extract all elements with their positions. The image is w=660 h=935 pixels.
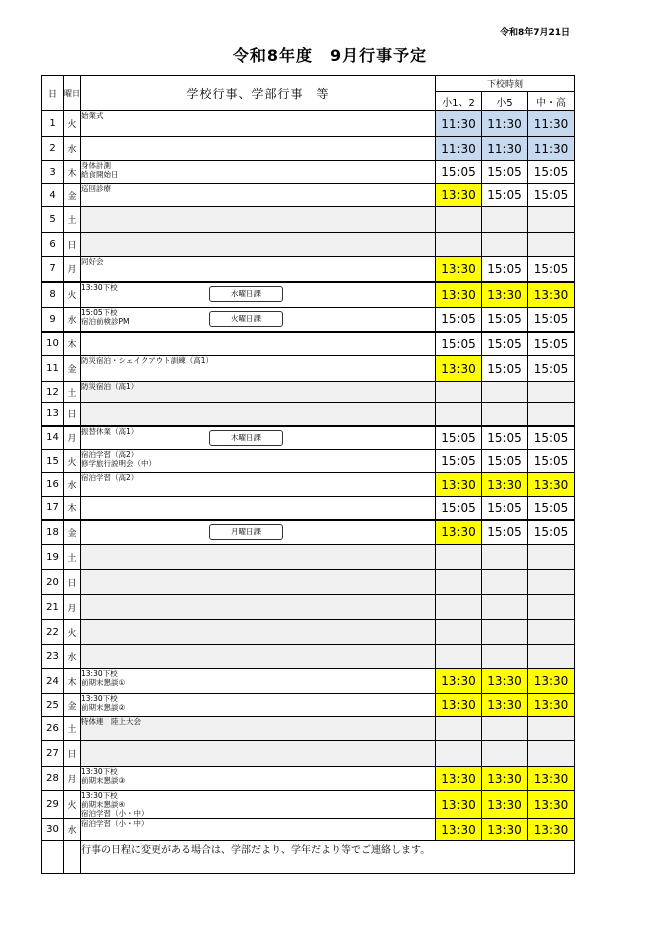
events-cell	[81, 426, 436, 450]
day-row	[42, 473, 575, 497]
events-cell	[81, 233, 436, 257]
event-text: 宿泊学習（小・中）	[81, 809, 149, 818]
dismissal-time: 13:30	[436, 356, 482, 382]
weekday: 土	[64, 717, 81, 741]
dismissal-time	[528, 403, 575, 426]
day-number: 21	[42, 595, 64, 620]
event-text: 13:30下校	[81, 669, 118, 678]
dismissal-time	[436, 717, 482, 741]
dismissal-time: 13:30	[482, 669, 528, 694]
dismissal-time: 15:05	[436, 450, 482, 473]
dismissal-time: 15:05	[482, 450, 528, 473]
dismissal-time: 11:30	[528, 137, 575, 161]
day-number: 12	[42, 382, 64, 403]
dismissal-time: 15:05	[436, 426, 482, 450]
events-cell	[81, 595, 436, 620]
event-text: 宿泊学習（高2）	[81, 450, 139, 459]
event-text: 宿泊前検診PM	[81, 317, 130, 326]
footer-note: 行事の日程に変更がある場合は、学部だより、学年だより等でご連絡します。	[81, 841, 575, 874]
day-number: 4	[42, 184, 64, 207]
event-text: 身体計測	[81, 161, 111, 170]
dismissal-time: 11:30	[482, 137, 528, 161]
dismissal-time: 11:30	[528, 111, 575, 137]
day-number: 6	[42, 233, 64, 257]
events-cell	[81, 545, 436, 570]
header-dismissal: 下校時刻	[436, 76, 575, 92]
dismissal-time: 15:05	[528, 161, 575, 184]
weekday: 火	[64, 450, 81, 473]
schedule-table	[41, 75, 575, 874]
events-cell	[81, 741, 436, 767]
day-number: 10	[42, 332, 64, 356]
day-row	[42, 520, 575, 545]
weekday: 水	[64, 645, 81, 669]
event-text: 前期末懇談③	[81, 776, 126, 785]
day-number: 14	[42, 426, 64, 450]
events-cell	[81, 570, 436, 595]
weekday: 日	[64, 403, 81, 426]
event-text: 13:30下校	[81, 767, 118, 776]
weekday: 火	[64, 111, 81, 137]
day-row	[42, 382, 575, 403]
event-text: 防災宿泊（高1）	[81, 382, 139, 391]
dismissal-time	[528, 207, 575, 233]
events-cell	[81, 207, 436, 233]
day-row	[42, 767, 575, 791]
events-cell	[81, 184, 436, 207]
dismissal-time: 15:05	[482, 520, 528, 545]
dismissal-time: 15:05	[436, 161, 482, 184]
dismissal-time: 15:05	[482, 184, 528, 207]
weekday: 日	[64, 233, 81, 257]
dismissal-time: 13:30	[436, 669, 482, 694]
dismissal-time: 15:05	[528, 332, 575, 356]
dismissal-time: 15:05	[482, 356, 528, 382]
weekday: 木	[64, 669, 81, 694]
day-row	[42, 741, 575, 767]
weekday: 火	[64, 282, 81, 308]
day-number: 15	[42, 450, 64, 473]
day-number: 30	[42, 819, 64, 841]
day-number: 26	[42, 717, 64, 741]
page-title: 令和8年度 9月行事予定	[232, 46, 428, 65]
dismissal-time: 13:30	[482, 819, 528, 841]
event-text: 13:30下校	[81, 791, 118, 800]
schedule-type-badge: 火曜日課	[209, 311, 283, 327]
dismissal-time: 15:05	[482, 426, 528, 450]
weekday: 木	[64, 161, 81, 184]
day-row	[42, 545, 575, 570]
day-row	[42, 570, 575, 595]
events-cell	[81, 403, 436, 426]
dismissal-time	[436, 207, 482, 233]
dismissal-time	[436, 595, 482, 620]
dismissal-time: 13:30	[436, 520, 482, 545]
dismissal-time	[482, 717, 528, 741]
day-number: 24	[42, 669, 64, 694]
dismissal-time: 15:05	[528, 356, 575, 382]
dismissal-time	[528, 741, 575, 767]
events-cell	[81, 620, 436, 645]
weekday: 土	[64, 382, 81, 403]
day-row	[42, 207, 575, 233]
dismissal-time: 13:30	[436, 819, 482, 841]
day-row	[42, 257, 575, 282]
dismissal-time	[482, 570, 528, 595]
event-text: 始業式	[81, 111, 104, 120]
dismissal-time: 15:05	[482, 332, 528, 356]
weekday: 月	[64, 426, 81, 450]
weekday: 土	[64, 207, 81, 233]
day-row	[42, 819, 575, 841]
event-text: 前期末懇談④	[81, 800, 126, 809]
dismissal-time: 15:05	[528, 257, 575, 282]
dismissal-time	[436, 570, 482, 595]
dismissal-time: 15:05	[482, 257, 528, 282]
dismissal-time	[528, 382, 575, 403]
day-number: 9	[42, 308, 64, 332]
events-cell	[81, 111, 436, 137]
events-cell	[81, 645, 436, 669]
day-number: 29	[42, 791, 64, 819]
event-text: 防災宿泊・シェイクアウト訓練（高1）	[81, 356, 213, 365]
day-row	[42, 356, 575, 382]
events-cell	[81, 382, 436, 403]
schedule-type-badge: 木曜日課	[209, 430, 283, 446]
dismissal-time: 15:05	[528, 184, 575, 207]
dismissal-time: 15:05	[528, 308, 575, 332]
weekday: 月	[64, 257, 81, 282]
day-row	[42, 161, 575, 184]
dismissal-time: 11:30	[436, 111, 482, 137]
dismissal-time: 13:30	[528, 767, 575, 791]
dismissal-time	[528, 570, 575, 595]
day-number: 20	[42, 570, 64, 595]
event-text: 巡回診療	[81, 184, 111, 193]
day-number: 7	[42, 257, 64, 282]
weekday: 火	[64, 791, 81, 819]
dismissal-time: 15:05	[436, 497, 482, 520]
dismissal-time: 15:05	[528, 497, 575, 520]
dismissal-time	[528, 545, 575, 570]
day-row	[42, 184, 575, 207]
dismissal-time: 15:05	[482, 308, 528, 332]
events-cell	[81, 497, 436, 520]
events-cell	[81, 282, 436, 308]
dismissal-time	[528, 620, 575, 645]
day-number: 22	[42, 620, 64, 645]
event-text: 特体連 陸上大会	[81, 717, 141, 726]
dismissal-time: 11:30	[482, 111, 528, 137]
day-number: 3	[42, 161, 64, 184]
weekday: 水	[64, 473, 81, 497]
dismissal-time: 13:30	[436, 694, 482, 717]
events-cell	[81, 473, 436, 497]
day-row	[42, 450, 575, 473]
dismissal-time	[482, 645, 528, 669]
header-day: 日	[42, 76, 64, 111]
dismissal-time	[436, 382, 482, 403]
weekday: 月	[64, 767, 81, 791]
events-cell	[81, 356, 436, 382]
event-text: 15:05下校	[81, 308, 118, 317]
events-cell	[81, 137, 436, 161]
day-row	[42, 669, 575, 694]
events-cell	[81, 520, 436, 545]
dismissal-time: 13:30	[482, 767, 528, 791]
weekday: 水	[64, 137, 81, 161]
day-row	[42, 717, 575, 741]
weekday: 火	[64, 620, 81, 645]
dismissal-time: 13:30	[436, 473, 482, 497]
header-grade-1-2: 小1、2	[436, 92, 482, 111]
day-number: 19	[42, 545, 64, 570]
event-text: 給食開始日	[81, 170, 119, 179]
weekday: 金	[64, 520, 81, 545]
events-cell	[81, 669, 436, 694]
header-grade-5: 小5	[482, 92, 528, 111]
dismissal-time	[528, 645, 575, 669]
day-row	[42, 137, 575, 161]
weekday: 水	[64, 308, 81, 332]
day-row	[42, 620, 575, 645]
event-text: 宿泊学習（高2）	[81, 473, 139, 482]
dismissal-time	[436, 620, 482, 645]
dismissal-time: 13:30	[528, 473, 575, 497]
day-number: 8	[42, 282, 64, 308]
events-cell	[81, 450, 436, 473]
dismissal-time	[482, 233, 528, 257]
weekday: 土	[64, 545, 81, 570]
dismissal-time: 13:30	[436, 184, 482, 207]
event-text: 13:30下校	[81, 694, 118, 703]
event-text: 前期末懇談①	[81, 678, 126, 687]
dismissal-time: 15:05	[528, 426, 575, 450]
dismissal-time	[436, 741, 482, 767]
weekday: 金	[64, 694, 81, 717]
dismissal-time: 13:30	[436, 791, 482, 819]
dismissal-time	[436, 645, 482, 669]
weekday: 月	[64, 595, 81, 620]
dismissal-time: 13:30	[482, 473, 528, 497]
schedule-type-badge: 水曜日課	[209, 286, 283, 302]
events-cell	[81, 332, 436, 356]
dismissal-time	[482, 620, 528, 645]
dismissal-time: 13:30	[528, 791, 575, 819]
dismissal-time	[436, 233, 482, 257]
day-row	[42, 403, 575, 426]
weekday: 水	[64, 819, 81, 841]
event-text: 13:30下校	[81, 282, 118, 292]
dismissal-time: 15:05	[528, 520, 575, 545]
events-cell	[81, 717, 436, 741]
dismissal-time: 15:05	[482, 161, 528, 184]
dismissal-time: 13:30	[528, 282, 575, 308]
dismissal-time: 13:30	[528, 669, 575, 694]
schedule-type-badge: 月曜日課	[209, 524, 283, 540]
day-row	[42, 426, 575, 450]
events-cell	[81, 819, 436, 841]
dismissal-time	[482, 382, 528, 403]
dismissal-time: 15:05	[482, 497, 528, 520]
dismissal-time: 13:30	[482, 791, 528, 819]
event-text: 前期末懇談②	[81, 703, 126, 712]
day-row	[42, 332, 575, 356]
events-cell	[81, 257, 436, 282]
day-row	[42, 791, 575, 819]
day-number: 27	[42, 741, 64, 767]
dismissal-time: 13:30	[436, 257, 482, 282]
dismissal-time: 15:05	[436, 332, 482, 356]
events-cell	[81, 161, 436, 184]
weekday: 木	[64, 497, 81, 520]
weekday: 木	[64, 332, 81, 356]
header-grade-jh-hs: 中・高	[528, 92, 575, 111]
day-number: 13	[42, 403, 64, 426]
events-cell	[81, 308, 436, 332]
day-number: 17	[42, 497, 64, 520]
dismissal-time	[528, 233, 575, 257]
day-number: 11	[42, 356, 64, 382]
dismissal-time: 13:30	[528, 694, 575, 717]
dismissal-time: 15:05	[436, 308, 482, 332]
event-text: 宿泊学習（小・中）	[81, 819, 149, 828]
header-weekday: 曜日	[64, 76, 81, 111]
dismissal-time: 15:05	[528, 450, 575, 473]
dismissal-time: 11:30	[436, 137, 482, 161]
dismissal-time	[482, 403, 528, 426]
day-number: 5	[42, 207, 64, 233]
dismissal-time	[482, 207, 528, 233]
day-number: 18	[42, 520, 64, 545]
event-text: 振替休業（高1）	[81, 426, 139, 436]
weekday: 日	[64, 741, 81, 767]
dismissal-time	[528, 717, 575, 741]
dismissal-time: 13:30	[436, 767, 482, 791]
issue-date: 令和8年7月21日	[499, 28, 570, 38]
dismissal-time	[528, 595, 575, 620]
day-number: 2	[42, 137, 64, 161]
event-text: 同好会	[81, 257, 104, 266]
dismissal-time	[482, 545, 528, 570]
dismissal-time: 13:30	[528, 819, 575, 841]
day-row	[42, 308, 575, 332]
day-row	[42, 595, 575, 620]
day-number: 16	[42, 473, 64, 497]
events-cell	[81, 767, 436, 791]
weekday: 金	[64, 184, 81, 207]
events-cell	[81, 791, 436, 819]
day-row	[42, 111, 575, 137]
dismissal-time	[482, 741, 528, 767]
dismissal-time	[482, 595, 528, 620]
dismissal-time	[436, 403, 482, 426]
weekday: 日	[64, 570, 81, 595]
dismissal-time: 13:30	[482, 282, 528, 308]
schedule-body	[42, 111, 575, 841]
events-cell	[81, 694, 436, 717]
day-row	[42, 645, 575, 669]
event-text: 修学旅行説明会（中）	[81, 459, 156, 468]
header-events: 学校行事、学部行事 等	[81, 76, 436, 111]
dismissal-time	[436, 545, 482, 570]
day-row	[42, 694, 575, 717]
day-row	[42, 497, 575, 520]
dismissal-time: 13:30	[436, 282, 482, 308]
day-number: 1	[42, 111, 64, 137]
dismissal-time: 13:30	[482, 694, 528, 717]
day-row	[42, 282, 575, 308]
day-number: 25	[42, 694, 64, 717]
day-row	[42, 233, 575, 257]
day-number: 23	[42, 645, 64, 669]
day-number: 28	[42, 767, 64, 791]
weekday: 金	[64, 356, 81, 382]
